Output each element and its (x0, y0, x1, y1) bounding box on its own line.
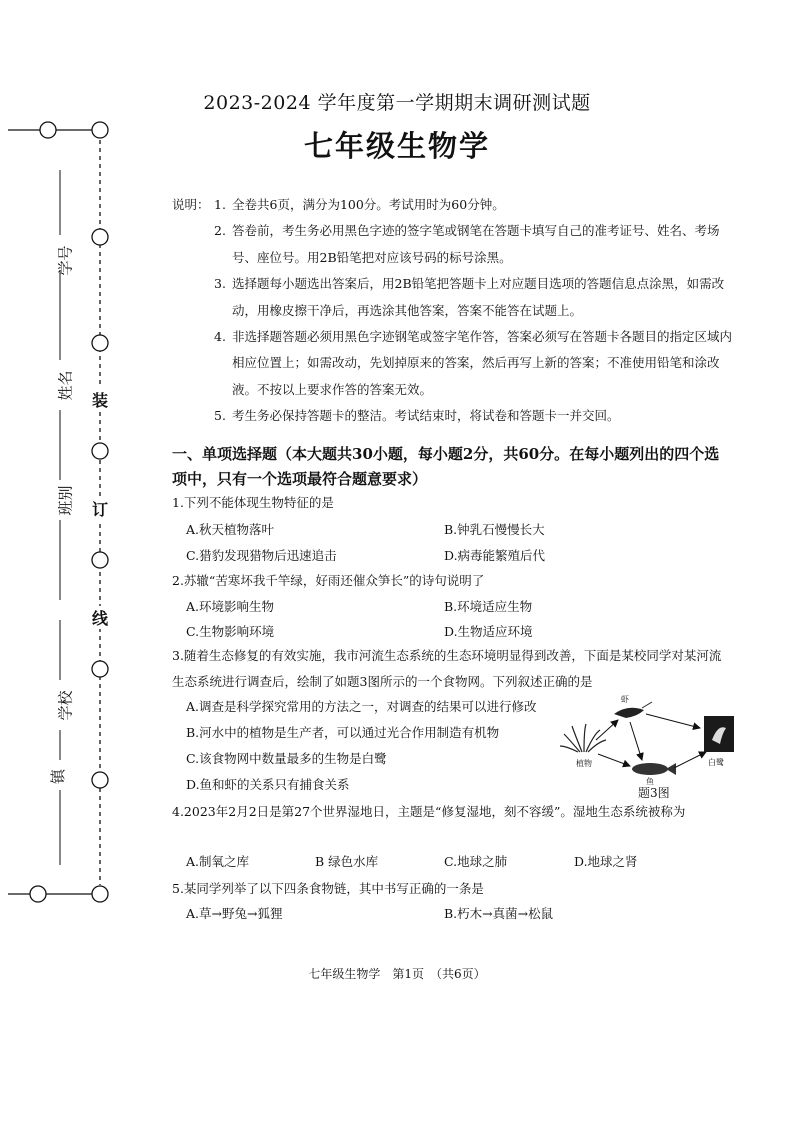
cut-mark-ding: 订 (92, 497, 108, 520)
label-name: 姓名 (56, 370, 75, 401)
cut-mark-xian: 线 (92, 606, 108, 629)
figure-3-caption: 题3图 (638, 786, 670, 800)
question-3-stem: 3.随着生态修复的有效实施，我市河流生态系统的生态环境明显得到改善，下面是某校同学对某河流生态系统进行调查后，绘制了如题3图所示的一个食物网。下列叙述正确的是 (172, 648, 722, 689)
section-heading: 一、单项选择题（本大题共30小题，每小题2分，共60分。在每小题列出的四个选项中，只有一个选项最符合题意要求） (172, 445, 720, 488)
question-3-option-b: B.河水中的植物是生产者，可以通过光合作用制造有机物 (186, 725, 500, 740)
plant-icon (560, 724, 606, 752)
figure-3-label-shrimp: 虾 (621, 695, 629, 704)
instructions-label: 说明： (172, 197, 210, 212)
question-3-option-c: C.该食物网中数量最多的生物是白鹭 (186, 751, 387, 766)
cut-mark-zhuang: 装 (92, 388, 108, 411)
instruction-item: 3. 选择题每小题选出答案后，用2B铅笔把答题卡上对应题目选项的答题信息点涂黑，如需改动，用橡皮擦干净后，再选涂其他答案，答案不能答在试题上。 (214, 276, 725, 318)
question-4-stem: 4.2023年2月2日是第27个世界湿地日，主题是“修复湿地，刻不容缓”。湿地生态系统被称为 (172, 804, 686, 819)
instruction-item: 4. 非选择题答题必须用黑色字迹钢笔或签字笔作答，答案必须写在答题卡各题目的指定区域内相应位置上；如需改动，先划掉原来的答案，然后再写上新的答案；不准使用铅笔和涂改液。不按以上要求作答的答案无效。 (214, 329, 733, 397)
label-town: 镇 (49, 768, 68, 785)
instruction-item: 说明： 1. 全卷共6页，满分为100分。考试用时为60分钟。 (172, 192, 732, 218)
question-4-option-a: A.制氧之库 (186, 854, 250, 869)
question-4-option-c: C.地球之肺 (444, 854, 508, 869)
question-2-option-d: D.生物适应环境 (444, 624, 533, 639)
exam-title: 2023-2024 学年度第一学期期末调研测试题 (203, 92, 591, 114)
instructions (172, 192, 732, 430)
fish-icon (632, 763, 676, 775)
question-3-option-a: A.调查是科学探究常用的方法之一，对调查的结果可以进行修改 (186, 699, 537, 714)
page-footer: 七年级生物学 第1页 （共6页） (308, 967, 486, 981)
instruction-item: 2. 答卷前，考生务必用黑色字迹的签字笔或钢笔在答题卡填写自己的准考证号、姓名、考场号、座位号。用2B铅笔把对应该号码的标号涂黑。 (214, 223, 720, 265)
question-4-option-d: D.地球之肾 (574, 854, 638, 869)
figure-3-label-egret: 白鹭 (708, 758, 724, 767)
question-4-option-b: B 绿色水库 (315, 854, 379, 869)
question-2-option-c: C.生物影响环境 (186, 624, 275, 639)
question-1-option-c: C.猎豹发现猎物后迅速追击 (186, 548, 337, 563)
subject-title: 七年级生物学 (303, 129, 490, 163)
question-2-stem: 2.苏辙“苦寒坏我千竿绿，好雨还催众笋长”的诗句说明了 (172, 573, 485, 588)
figure-3-label-plant: 植物 (576, 759, 592, 768)
question-2-option-a: A.环境影响生物 (186, 599, 275, 614)
question-1-option-b: B.钟乳石慢慢长大 (444, 522, 545, 537)
shrimp-icon (614, 702, 652, 718)
binding-margin-lines (0, 0, 140, 1124)
question-2-option-b: B.环境适应生物 (444, 599, 533, 614)
label-student-number: 学号 (56, 245, 75, 276)
question-5-stem: 5.某同学列举了以下四条食物链，其中书写正确的一条是 (172, 881, 484, 896)
question-5-option-b: B.朽木→真菌→松鼠 (444, 906, 554, 921)
figure-3-label-fish: 鱼 (646, 777, 654, 786)
question-1-stem: 1.下列不能体现生物特征的是 (172, 495, 334, 510)
label-school: 学校 (56, 690, 75, 721)
instruction-item: 5. 考生务必保持答题卡的整洁。考试结束时，将试卷和答题卡一并交回。 (214, 408, 620, 424)
label-class: 班别 (56, 485, 75, 516)
question-5-option-a: A.草→野兔→狐狸 (186, 906, 283, 921)
question-1-option-d: D.病毒能繁殖后代 (444, 548, 546, 563)
question-3-option-d: D.鱼和虾的关系只有捕食关系 (186, 777, 350, 792)
question-1-option-a: A.秋天植物落叶 (186, 522, 275, 537)
egret-image (704, 716, 734, 752)
